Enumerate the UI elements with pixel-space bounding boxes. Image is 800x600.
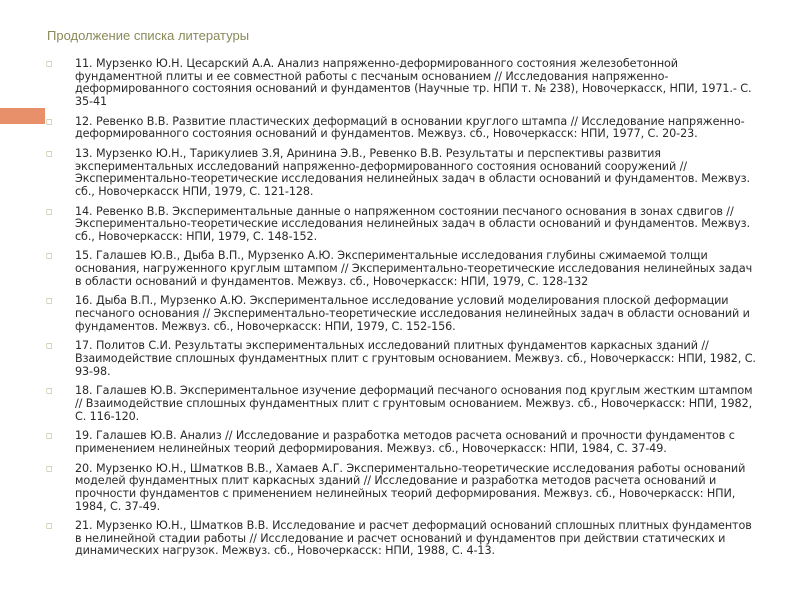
- bullet-icon: ◻: [46, 341, 53, 351]
- reference-text: 17. Политов С.И. Результаты экспериментальных исследований плитных фундаментов каркасных зданий // Взаимодействие сплошных фундаментных плит с грунтовым основанием. Межвуз. сб., Новочеркасск: НПИ, 1982, С. 93-98.: [75, 339, 756, 378]
- slide-title: Продолжение списка литературы: [47, 28, 250, 43]
- bullet-icon: ◻: [46, 206, 53, 216]
- reference-item: [45, 206, 760, 244]
- reference-text: 18. Галашев Ю.В. Экспериментальное изучение деформаций песчаного основания под круглым жестким штампом // Взаимодействие сплошных фундаментных плит с грунтовым основанием. Межвуз. сб., Новочеркасск: НПИ, 1982, С. 116-120.: [75, 384, 753, 423]
- reference-item: [45, 250, 760, 288]
- reference-item: [45, 340, 760, 378]
- bullet-icon: ◻: [46, 463, 53, 473]
- reference-text: 11. Мурзенко Ю.Н. Цесарский А.А. Анализ напряженно-деформированного состояния железобетонной фундаментной плиты и ее совместной работы с песчаным основанием // Исследования напряженно-деформированного состояния оснований и фундаментов (Научные тр. НПИ т. № 238), Новочеркасск, НПИ, 1971.- С. 35-41: [75, 57, 752, 108]
- reference-item: [45, 58, 760, 108]
- reference-item: [45, 148, 760, 198]
- bullet-icon: ◻: [46, 251, 53, 261]
- reference-text: 14. Ревенко В.В. Экспериментальные данные о напряженном состоянии песчаного основания в зонах сдвигов // Экспериментально-теоретические исследования нелинейных задач в области оснований и фундаментов. Межвуз. сб., Новочеркасск: НПИ, 1979, С. 148-152.: [75, 204, 750, 243]
- reference-item: [45, 430, 760, 455]
- reference-item: [45, 295, 760, 333]
- bullet-icon: ◻: [46, 148, 53, 158]
- reference-text: 15. Галашев Ю.В., Дыба В.П., Мурзенко А.Ю. Экспериментальные исследования глубины сжимаемой толщи основания, нагруженного круглым штампом // Экспериментально-теоретические исследования нелинейных задач в области оснований и фундаментов. Межвуз. сб., Новочеркасск: НПИ, 1979, С. 128-132: [75, 249, 753, 288]
- reference-text: 21. Мурзенко Ю.Н., Шматков В.В. Исследование и расчет деформаций оснований сплошных плитных фундаментов в нелинейной стадии работы // Исследование и расчет оснований и фундаментов при действии статических и динамических нагрузок. Межвуз. сб., Новочеркасск: НПИ, 1988, С. 4-13.: [75, 519, 752, 558]
- bullet-icon: ◻: [46, 296, 53, 306]
- bullet-icon: ◻: [46, 116, 53, 126]
- reference-text: 16. Дыба В.П., Мурзенко А.Ю. Экспериментальное исследование условий моделирования плоской деформации песчаного основания // Экспериментально-теоретические исследования нелинейных задач в области оснований и фундаментов. Межвуз. сб., Новочеркасск: НПИ, 1979, С. 152-156.: [75, 294, 750, 333]
- reference-text: 19. Галашев Ю.В. Анализ // Исследование и разработка методов расчета оснований и прочности фундаментов с применением нелинейных теорий деформирования. Межвуз. сб., Новочеркасск: НПИ, 1984, С. 37-49.: [75, 429, 735, 455]
- bullet-icon: ◻: [46, 431, 53, 441]
- accent-bar: [0, 108, 45, 124]
- bullet-icon: ◻: [46, 521, 53, 531]
- reference-text: 13. Мурзенко Ю.Н., Тарикулиев З.Я, Аринина Э.В., Ревенко В.В. Результаты и перспективы развития экспериментальных исследований напряженно-деформированного состояния оснований сооружений // Экспериментально-теоретические исследования нелинейных задач в области оснований и фундаментов. Межвуз. сб., Новочеркасск НПИ, 1979, С. 121-128.: [75, 146, 750, 198]
- reference-text: 12. Ревенко В.В. Развитие пластических деформаций в основании круглого штампа // Исследование напряженно-деформированного состояния оснований и фундаментов. Межвуз. сб., Новочеркасск: НПИ, 1977, С. 20-23.: [75, 114, 745, 141]
- reference-item: [45, 463, 760, 513]
- reference-item: [45, 116, 760, 141]
- bullet-icon: ◻: [46, 386, 53, 396]
- bullet-icon: ◻: [46, 59, 53, 68]
- reference-text: 20. Мурзенко Ю.Н., Шматков В.В., Хамаев А.Г. Экспериментально-теоретические исследования работы оснований моделей фундаментных плит каркасных зданий // Исследование и разработка методов расчета оснований и прочности фундаментов с применением нелинейных теорий деформирования. Межвуз. сб., Новочеркасск: НПИ, 1984, С. 37-49.: [75, 461, 746, 513]
- reference-item: [45, 385, 760, 423]
- reference-item: [45, 520, 760, 558]
- reference-list: [45, 58, 760, 565]
